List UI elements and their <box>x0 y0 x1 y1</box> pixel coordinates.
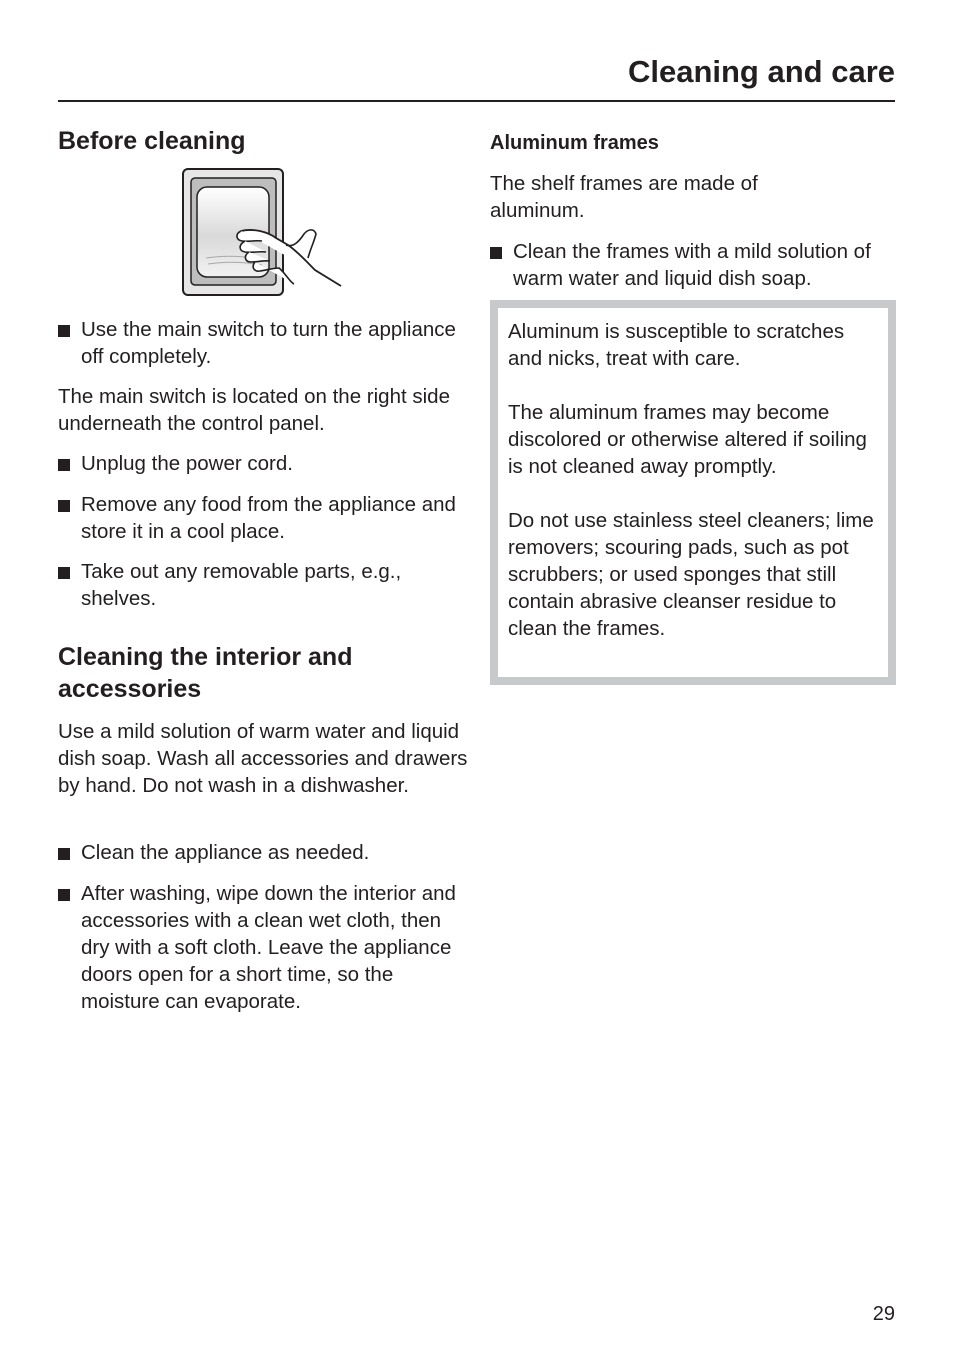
list-item: Unplug the power cord. <box>58 450 468 477</box>
interior-heading: Cleaning the interior and accessories <box>58 643 353 703</box>
warning-box <box>490 300 896 685</box>
interior-intro: Use a mild solution of warm water and liquid dish soap. Wash all accessories and drawers by hand. Do not wash in a dishwasher. <box>58 720 468 797</box>
before-cleaning-step-list <box>58 558 468 612</box>
list-item: Clean the appliance as needed. <box>58 839 468 866</box>
warning-paragraph: The aluminum frames may become discolored or otherwise altered if soiling is not cleaned away promptly. <box>508 401 867 478</box>
main-switch-location-note: The main switch is located on the right side underneath the control panel. <box>58 385 450 435</box>
before-cleaning-step-list <box>58 491 468 545</box>
hand-pressing-switch-icon <box>182 168 344 296</box>
before-cleaning-heading: Before cleaning <box>58 127 246 155</box>
aluminum-intro: The shelf frames are made of aluminum. <box>490 172 758 222</box>
warning-paragraph: Do not use stainless steel cleaners; lime removers; scouring pads, such as pot scrubbers; or used sponges that still contain abrasive cleanser residue to clean the frames. <box>508 509 874 640</box>
page-number: 29 <box>872 1303 895 1325</box>
page-header <box>58 50 895 102</box>
page-title: Cleaning and care <box>627 54 895 89</box>
list-item: Clean the frames with a mild solution of warm water and liquid dish soap. <box>490 238 896 292</box>
list-item: Take out any removable parts, e.g., shelves. <box>58 558 468 612</box>
list-item: After washing, wipe down the interior and accessories with a clean wet cloth, then dry with a soft cloth. Leave the appliance doors open for a short time, so the moisture can evaporate. <box>58 880 468 1015</box>
before-cleaning-step-list <box>58 316 468 370</box>
interior-step-list <box>58 880 468 1015</box>
aluminum-step-list <box>490 238 896 292</box>
interior-step-list <box>58 839 468 866</box>
warning-paragraph: Aluminum is susceptible to scratches and nicks, treat with care. <box>508 320 845 370</box>
aluminum-frames-heading: Aluminum frames <box>490 132 659 154</box>
list-item: Use the main switch to turn the appliance off completely. <box>58 316 468 370</box>
before-cleaning-step-list <box>58 450 468 477</box>
list-item: Remove any food from the appliance and store it in a cool place. <box>58 491 468 545</box>
